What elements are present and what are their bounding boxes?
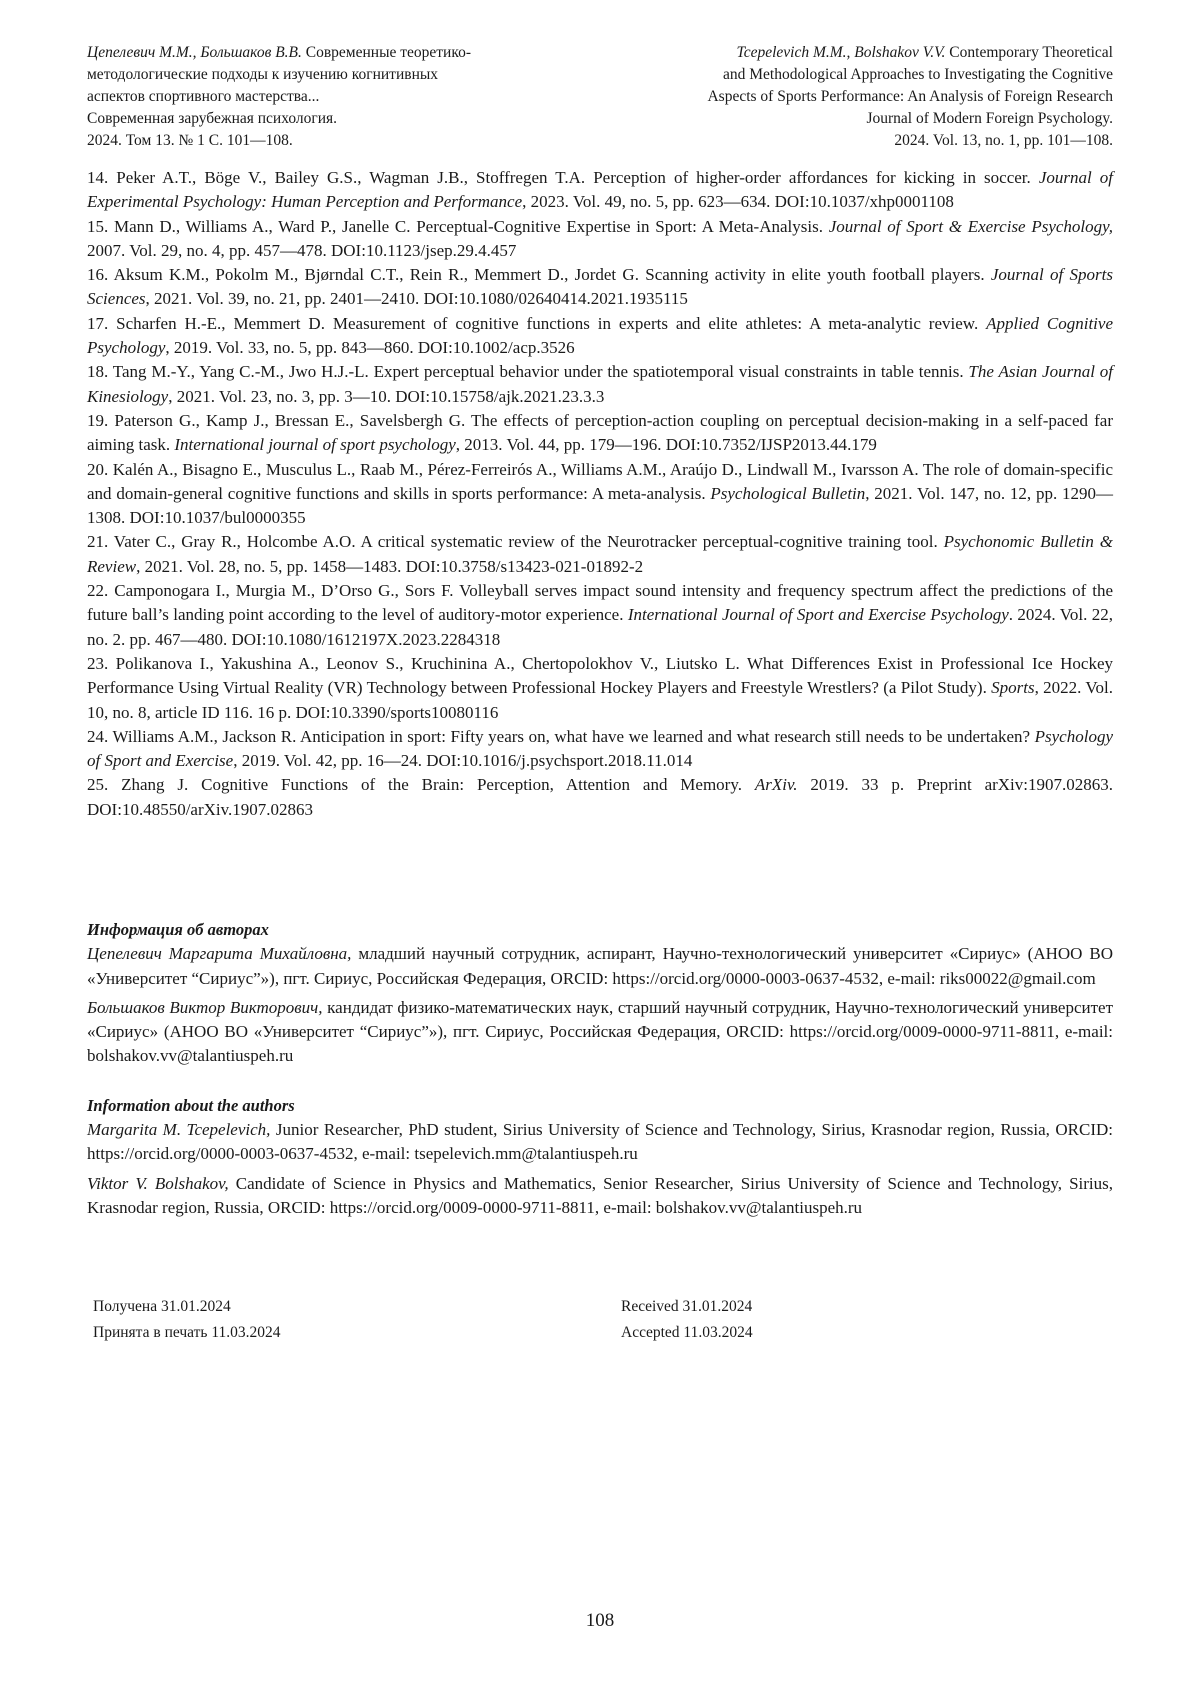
- header-en-issue: 2024. Vol. 13, no. 1, pp. 101—108.: [894, 132, 1113, 149]
- authors-en-heading: Information about the authors: [87, 1095, 295, 1115]
- reference-text: 22. Camponogara I., Murgia M., D’Orso G., Sors F. Volleyball serves impact sound intensity and frequency spectrum affect the predictions of the future ball’s landing point according to the level of auditory-motor experience.: [87, 581, 1113, 625]
- reference-list: [87, 166, 1113, 822]
- reference-text: 14. Peker A.T., Böge V., Bailey G.S., Wagman J.B., Stoffregen T.A. Perception of higher-order affordances for kicking in soccer.: [87, 168, 1039, 187]
- accepted-en: Accepted 11.03.2024: [621, 1324, 753, 1341]
- reference-text: 25. Zhang J. Cognitive Functions of the Brain: Perception, Attention and Memory.: [87, 775, 755, 795]
- reference-text: 16. Aksum K.M., Pokolm M., Bjørndal C.T., Rein R., Memmert D., Jordet G. Scanning activity in elite youth football players.: [87, 265, 991, 285]
- header-ru-journal: Современная зарубежная психология.: [87, 110, 338, 127]
- author-en-1: [87, 1118, 1113, 1167]
- reference-details: , 2013. Vol. 44, pp. 179—196. DOI:10.7352/IJSP2013.44.179: [455, 435, 877, 455]
- reference-details: , 2021. Vol. 39, no. 21, pp. 2401—2410. DOI:10.1080/02640414.2021.1935115: [145, 289, 688, 309]
- header-ru-line-1: [87, 42, 587, 64]
- reference-details: , 2021. Vol. 23, no. 3, pp. 3—10. DOI:10.15758/ajk.2021.23.3.3: [168, 386, 605, 406]
- reference-details: 2007. Vol. 29, no. 4, pp. 457—478. DOI:10.1123/jsep.29.4.457: [87, 240, 517, 260]
- received-ru: Получена 31.01.2024: [93, 1298, 231, 1315]
- author-en-2-details: Candidate of Science in Physics and Mathematics, Senior Researcher, Sirius University of Science and Technology, Sirius, Krasnodar region, Russia, ORCID: https://orcid.org/0009-0000-9711-8811, e-mail: bolshakov.vv@talantiuspeh.ru: [87, 1173, 1113, 1217]
- reference-item: [87, 652, 1113, 725]
- running-header: [87, 42, 1113, 152]
- page-number: 108: [585, 1610, 615, 1631]
- reference-item: [87, 263, 1113, 312]
- reference-journal: Applied Cognitive Psychology: [87, 313, 1113, 358]
- author-ru-1-name: Цепелевич Маргарита Михайловна,: [87, 944, 352, 964]
- reference-details: . 2024. Vol. 22, no. 2. pp. 467—480. DOI:10.1080/1612197X.2023.2284318: [87, 605, 1113, 649]
- reference-journal: International Journal of Sport and Exercise Psychology: [627, 605, 1009, 625]
- reference-journal: Psychological Bulletin: [710, 483, 866, 503]
- reference-text: 17. Scharfen H.-E., Memmert D. Measurement of cognitive functions in experts and elite athletes: A meta-analytic review.: [87, 313, 987, 333]
- header-ru-title-3: аспектов спортивного мастерства...: [87, 88, 320, 105]
- reference-item: [87, 579, 1113, 652]
- reference-details: , 2019. Vol. 33, no. 5, pp. 843—860. DOI:10.1002/acp.3526: [165, 338, 575, 358]
- reference-item: [87, 312, 1113, 361]
- reference-journal: Journal of Experimental Psychology: Human Perception and Performance: [87, 168, 1114, 212]
- reference-item: [87, 530, 1113, 579]
- header-ru-authors: Цепелевич М.М., Большаков В.В.: [87, 44, 302, 61]
- reference-journal: Journal of Sports Sciences: [87, 265, 1113, 309]
- reference-text: 20. Kalén A., Bisagno E., Musculus L., Raab M., Pérez-Ferreirós A., Williams A.M., Araújo D., Lindwall M., Ivarsson A. The role of domain-specific and domain-general cognitive functions and skills in sports performance: A meta-analysis.: [87, 459, 1113, 503]
- reference-details: , 2021. Vol. 28, no. 5, pp. 1458—1483. DOI:10.3758/s13423-021-01892-2: [136, 556, 644, 576]
- header-ru-issue: 2024. Том 13. № 1 С. 101—108.: [87, 132, 293, 149]
- reference-text: 24. Williams A.M., Jackson R. Anticipation in sport: Fifty years on, what have we learned and what research still needs to be undertaken?: [87, 726, 1035, 746]
- header-en-title-3: Aspects of Sports Performance: An Analysis of Foreign Research: [707, 88, 1113, 105]
- reference-item: [87, 166, 1113, 215]
- reference-text: 15. Mann D., Williams A., Ward P., Janelle C. Perceptual-Cognitive Expertise in Sport: A Meta-Analysis.: [87, 216, 829, 236]
- reference-journal: International journal of sport psychology: [174, 435, 456, 455]
- author-ru-2-name: Большаков Виктор Викторович,: [87, 997, 323, 1017]
- reference-text: 23. Polikanova I., Yakushina A., Leonov S., Kruchinina A., Chertopolokhov V., Liutsko L. What Differences Exist in Professional Ice Hockey Performance Using Virtual Reality (VR) Technology between Professional Hockey Players and Freestyle Wrestlers? (a Pilot Study).: [87, 653, 1113, 698]
- author-information: [87, 918, 1113, 1225]
- reference-item: [87, 409, 1113, 458]
- author-ru-1-details: младший научный сотрудник, аспирант, Научно-технологический университет «Сириус» (АНОО ВО «Университет “Сириус”»), пгт. Сириус, Российская Федерация, ORCID: https://orcid.org/0000-0003-0637-4532, e-mail: riks00022@gmail.com: [87, 944, 1113, 988]
- header-ru-title-2: методологические подходы к изучению когнитивных: [87, 66, 439, 83]
- reference-details: , 2023. Vol. 49, no. 5, pp. 623—634. DOI:10.1037/xhp0001108: [522, 192, 954, 212]
- received-en: Received 31.01.2024: [621, 1298, 753, 1315]
- reference-text: 18. Tang M.-Y., Yang C.-M., Jwo H.J.-L. Expert perceptual behavior under the spatiotemporal visual constraints in table tennis.: [87, 362, 969, 382]
- reference-journal: Journal of Sport & Exercise Psychology,: [828, 216, 1113, 236]
- running-header-ru: [87, 42, 587, 152]
- header-ru-title-1: Современные теоретико-: [301, 44, 472, 61]
- reference-item: [87, 725, 1113, 774]
- reference-details: , 2021. Vol. 147, no. 12, pp. 1290—1308. DOI:10.1037/bul0000355: [87, 483, 1113, 528]
- author-en-2: [87, 1172, 1113, 1221]
- section-spacer: [87, 1074, 1113, 1094]
- reference-item: [87, 773, 1113, 822]
- reference-text: 21. Vater C., Gray R., Holcombe A.O. A critical systematic review of the Neurotracker perceptual-cognitive training tool.: [87, 532, 944, 552]
- reference-journal: Psychology of Sport and Exercise: [87, 726, 1113, 771]
- dates-en: [621, 1294, 1021, 1346]
- author-en-1-details: Junior Researcher, PhD student, Sirius University of Science and Technology, Sirius, Krasnodar region, Russia, ORCID: https://orcid.org/0000-0003-0637-4532, e-mail: tsepelevich.mm@talantiuspeh.ru: [87, 1120, 1113, 1164]
- reference-text: 19. Paterson G., Kamp J., Bressan E., Savelsbergh G. The effects of perception-action coupling on perceptual decision-making in a self-paced far aiming task.: [87, 410, 1113, 455]
- reference-journal: Psychonomic Bulletin & Review: [87, 532, 1113, 576]
- running-header-en: [593, 42, 1113, 152]
- reference-details: , 2019. Vol. 42, pp. 16—24. DOI:10.1016/j.psychsport.2018.11.014: [233, 751, 693, 771]
- header-en-line-1: [593, 42, 1113, 64]
- header-en-title-2: and Methodological Approaches to Investigating the Cognitive: [722, 66, 1113, 83]
- submission-dates: [93, 1294, 1113, 1346]
- reference-item: [87, 360, 1113, 409]
- reference-item: [87, 215, 1113, 264]
- header-en-title-1: Contemporary Theoretical: [945, 44, 1113, 61]
- author-en-1-name: Margarita M. Tcepelevich,: [87, 1120, 271, 1140]
- author-ru-1: [87, 942, 1113, 991]
- dates-ru: [93, 1294, 621, 1346]
- authors-ru-heading: Информация об авторах: [87, 920, 269, 939]
- reference-item: [87, 458, 1113, 531]
- header-en-journal: Journal of Modern Foreign Psychology.: [866, 110, 1113, 127]
- author-ru-2-details: кандидат физико-математических наук, старший научный сотрудник, Научно-технологический университет «Сириус» (АНОО ВО «Университет “Сириус”»), пгт. Сириус, Российская Федерация, ORCID: https://orcid.org/0009-0000-9711-8811, e-mail: bolshakov.vv@talantiuspeh.ru: [87, 997, 1113, 1066]
- reference-journal: The Asian Journal of Kinesiology: [87, 362, 1113, 406]
- reference-details: , 2022. Vol. 10, no. 8, article ID 116. 16 p. DOI:10.3390/sports10080116: [87, 678, 1113, 722]
- reference-journal: ArXiv.: [754, 775, 798, 795]
- author-en-2-name: Viktor V. Bolshakov,: [87, 1173, 229, 1193]
- header-en-authors: Tcepelevich M.M., Bolshakov V.V.: [736, 44, 946, 61]
- author-ru-2: [87, 996, 1113, 1069]
- reference-journal: Sports: [991, 678, 1035, 698]
- accepted-ru: Принята в печать 11.03.2024: [93, 1324, 281, 1341]
- reference-details: 2019. 33 p. Preprint arXiv:1907.02863. DOI:10.48550/arXiv.1907.02863: [87, 775, 1114, 819]
